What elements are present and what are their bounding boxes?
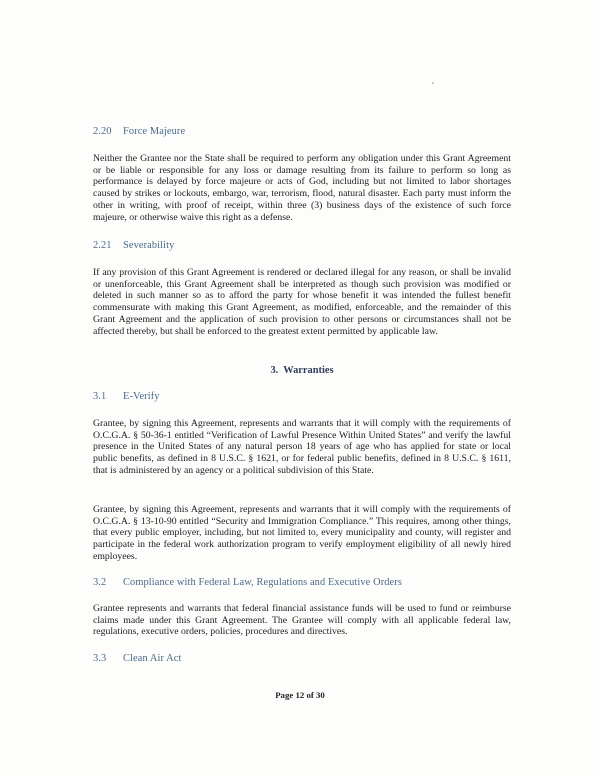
page-number-footer: Page 12 of 30 (275, 690, 325, 700)
section-heading-3 (93, 365, 511, 376)
section-title: Severability (123, 240, 175, 251)
paragraph-severability: If any provision of this Grant Agreement is rendered or declared illegal for any reason, or shall be invalid or unenforceable, this Grant Agreement shall be interpreted as though such provision was modified or deleted in such manner so as to afford the party for whose benefit it was intended the fullest benefit commensurate with making this Grant Agreement, as modified, enforceable, and the remainder of this Grant Agreement and the application of such provision to other persons or circumstances shall not be affected thereby, but shall be enforced to the greatest extent permitted by applicable law. (93, 267, 511, 337)
paragraph-compliance: Grantee represents and warrants that federal financial assistance funds will be used to fund or reimburse claims made under this Grant Agreement. The Grantee will comply with all applicable federal law, regulations, executive orders, policies, procedures and directives. (93, 603, 511, 638)
section-number: 3.2 (93, 577, 107, 588)
section-number: 3.1 (93, 391, 107, 402)
paragraph-e-verify-1: Grantee, by signing this Agreement, represents and warrants that it will comply with the requirements of O.C.G.A. § 50-36-1 entitled “Verification of Lawful Presence Within United States” and verify the lawful presence in the United States of any natural person 18 years of age who has applied for state or local public benefits, as defined in 8 U.S.C. § 1621, or for federal public benefits, defined in 8 U.S.C. § 1611, that is administered by an agency or a political subdivision of this State. (93, 418, 511, 476)
scan-artifact (432, 82, 434, 84)
section-heading-2-21 (93, 240, 511, 251)
section-heading-3-2 (93, 577, 511, 588)
paragraph-e-verify-2: Grantee, by signing this Agreement, represents and warrants that it will comply with the requirements of O.C.G.A. § 13-10-90 entitled “Security and Immigration Compliance.” This requires, among other things, that every public employer, including, but not limited to, every municipality and county, will register and participate in the federal work authorization program to verify employment eligibility of all newly hired employees. (93, 504, 511, 562)
section-heading-3-3 (93, 653, 511, 664)
section-number: 2.20 (93, 126, 112, 137)
section-title: Force Majeure (123, 126, 186, 137)
paragraph-force-majeure: Neither the Grantee nor the State shall be required to perform any obligation under this Grant Agreement or be liable or responsible for any loss or damage resulting from its failure to perform so long as performance is delayed by force majeure or acts of God, including but not limited to labor shortages caused by strikes or lockouts, embargo, war, terrorism, flood, natural disaster. Each party must inform the other in writing, with proof of receipt, within three (3) business days of the existence of such force majeure, or otherwise waive this right as a defense. (93, 153, 511, 223)
section-heading-2-20 (93, 126, 511, 137)
section-heading-3-1 (93, 391, 511, 402)
section-title: E-Verify (123, 391, 160, 402)
section-number: 3. (270, 365, 279, 376)
section-title: Compliance with Federal Law, Regulations and Executive Orders (123, 577, 402, 588)
section-title: Clean Air Act (123, 653, 182, 664)
section-number: 2.21 (93, 240, 112, 251)
section-title: Warranties (283, 365, 334, 376)
section-number: 3.3 (93, 653, 107, 664)
